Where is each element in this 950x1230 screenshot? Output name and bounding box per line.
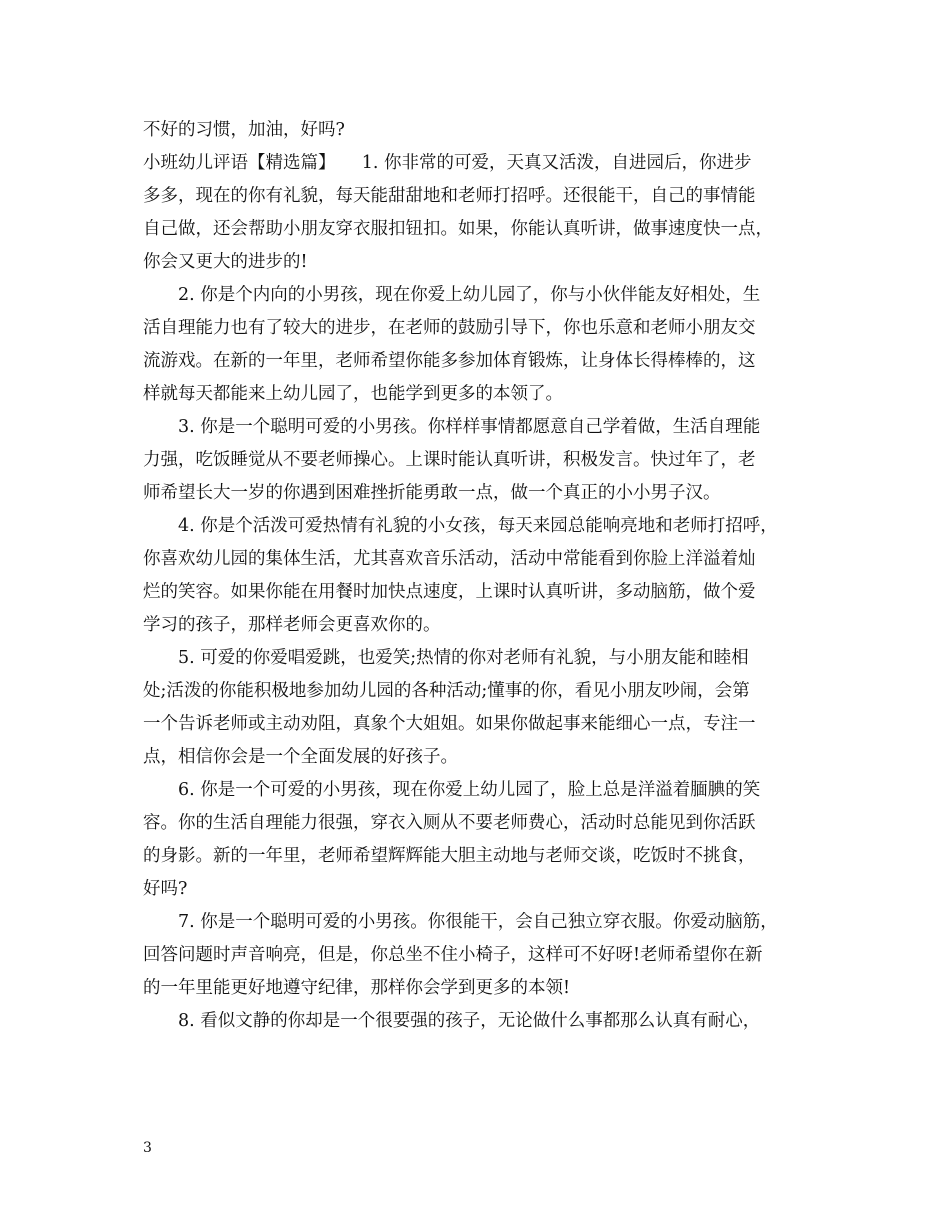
text-line: 点，相信你会是一个全面发展的好孩子。 <box>143 747 458 767</box>
text-line: 的身影。新的一年里，老师希望辉辉能大胆主动地与老师交谈，吃饭时不挑食， <box>143 846 756 866</box>
paragraph-start-line: 8. 看似文静的你却是一个很要强的孩子，无论做什么事都那么认真有耐心， <box>178 1011 761 1031</box>
section-heading-line: 小班幼儿评语【精选篇】 1. 你非常的可爱，天真又活泼，自进园后，你进步 <box>143 153 752 173</box>
text-line: 学习的孩子，那样老师会更喜欢你的。 <box>143 615 441 635</box>
text-line: 烂的笑容。如果你能在用餐时加快点速度，上课时认真听讲，多动脑筋，做个爱 <box>143 582 756 602</box>
text-line: 容。你的生活自理能力很强，穿衣入厕从不要老师费心，活动时总能见到你活跃 <box>143 813 756 833</box>
text-line: 你会又更大的进步的! <box>143 252 308 272</box>
text-line: 处;活泼的你能积极地参加幼儿园的各种活动;懂事的你，看见小朋友吵闹，会第 <box>143 681 750 701</box>
text-line: 回答问题时声音响亮，但是，你总坐不住小椅子，这样可不好呀!老师希望你在新 <box>143 945 763 965</box>
text-line: 的一年里能更好地遵守纪律，那样你会学到更多的本领! <box>143 978 571 998</box>
text-line: 力强，吃饭睡觉从不要老师操心。上课时能认真听讲，积极发言。快过年了，老 <box>143 450 756 470</box>
document-body <box>143 114 833 1038</box>
page-number: 3 <box>143 1140 152 1156</box>
text-line: 师希望长大一岁的你遇到困难挫折能勇敢一点，做一个真正的小小男子汉。 <box>143 483 721 503</box>
text-line: 自己做，还会帮助小朋友穿衣服扣钮扣。如果，你能认真听讲，做事速度快一点， <box>143 219 773 239</box>
paragraph-start-line: 2. 你是个内向的小男孩，现在你爱上幼儿园了，你与小伙伴能友好相处，生 <box>178 285 761 305</box>
text-line: 样就每天都能来上幼儿园了，也能学到更多的本领了。 <box>143 384 563 404</box>
paragraph-start-line: 6. 你是一个可爱的小男孩，现在你爱上幼儿园了，脸上总是洋溢着腼腆的笑 <box>178 780 761 800</box>
text-line: 多多，现在的你有礼貌，每天能甜甜地和老师打招呼。还很能干，自己的事情能 <box>143 186 756 206</box>
paragraph-start-line: 7. 你是一个聪明可爱的小男孩。你很能干，会自己独立穿衣服。你爱动脑筋， <box>178 912 778 932</box>
text-line: 好吗? <box>143 879 188 899</box>
text-line: 流游戏。在新的一年里，老师希望你能多参加体育锻炼，让身体长得棒棒的，这 <box>143 351 756 371</box>
text-line: 活自理能力也有了较大的进步，在老师的鼓励引导下，你也乐意和老师小朋友交 <box>143 318 756 338</box>
paragraph-start-line: 5. 可爱的你爱唱爱跳，也爱笑;热情的你对老师有礼貌，与小朋友能和睦相 <box>178 648 749 668</box>
text-line: 一个告诉老师或主动劝阻，真象个大姐姐。如果你做起事来能细心一点，专注一 <box>143 714 756 734</box>
text-line: 不好的习惯，加油，好吗? <box>143 120 345 140</box>
paragraph-start-line: 3. 你是一个聪明可爱的小男孩。你样样事情都愿意自己学着做，生活自理能 <box>178 417 761 437</box>
text-line: 你喜欢幼儿园的集体生活，尤其喜欢音乐活动，活动中常能看到你脸上洋溢着灿 <box>143 549 756 569</box>
paragraph-start-line: 4. 你是个活泼可爱热情有礼貌的小女孩，每天来园总能响亮地和老师打招呼， <box>178 516 778 536</box>
